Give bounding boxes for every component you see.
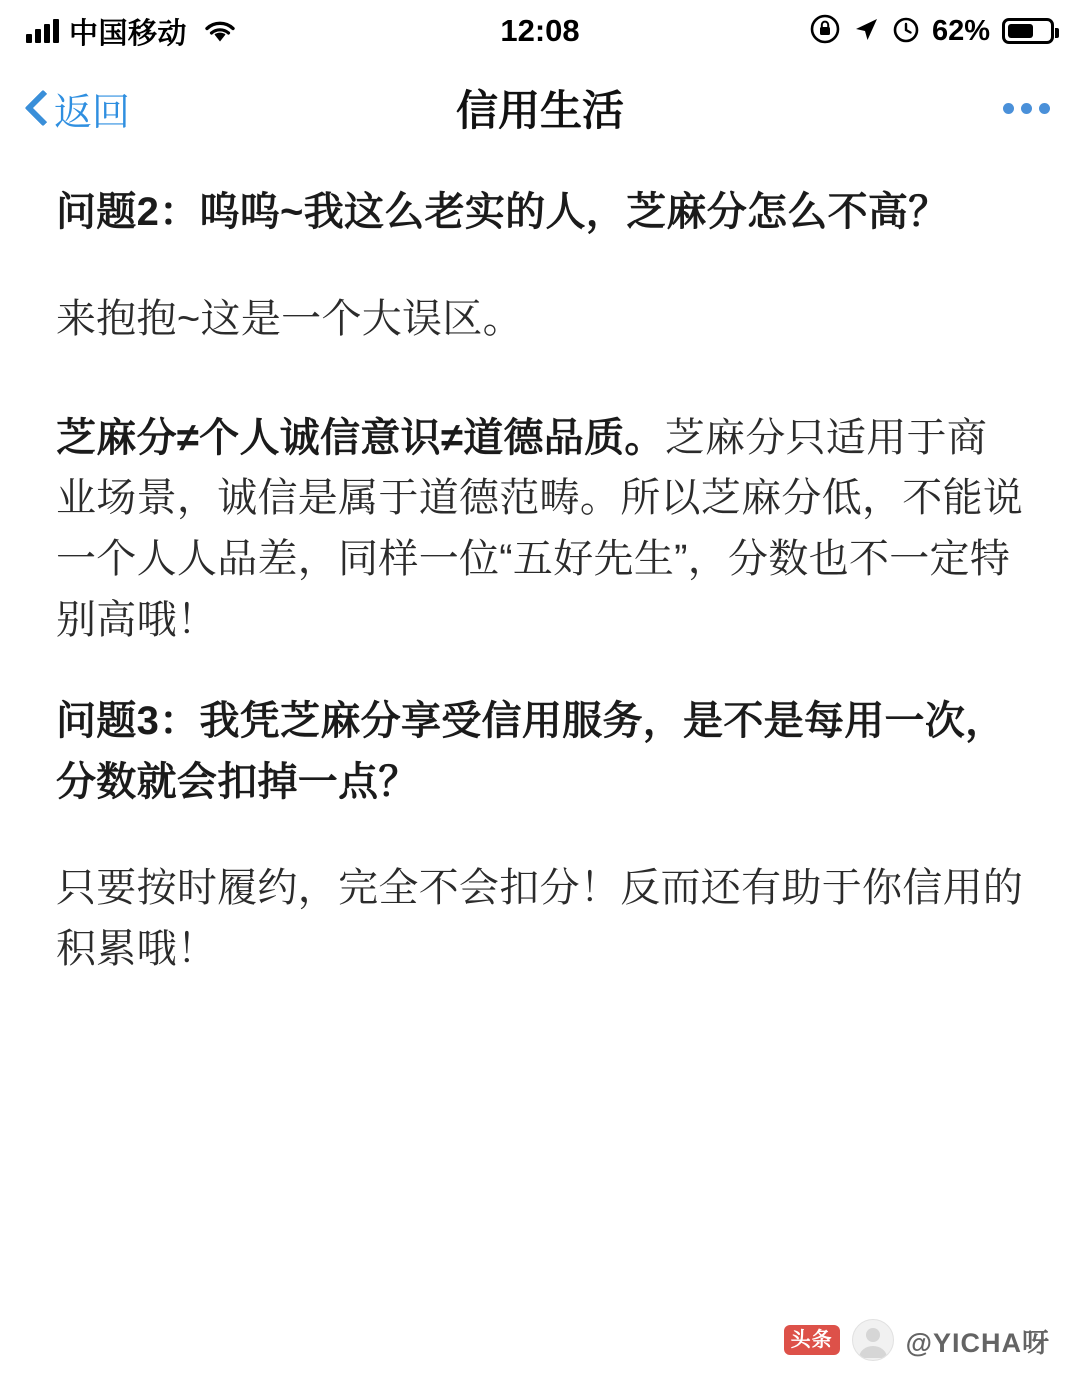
article-question-3: 问题3：我凭芝麻分享受信用服务，是不是每用一次，分数就会扣掉一点？ [56,698,1006,804]
article-answer-2-body [56,408,1024,651]
avatar [852,1319,894,1361]
rotation-lock-icon [810,14,840,49]
article-body [0,154,1080,980]
article-answer-3: 只要按时履约，完全不会扣分！反而还有助于你信用的积累哦！ [56,866,1024,972]
back-button-label: 返回 [54,91,131,134]
alarm-clock-icon [892,15,920,48]
battery-percent-label: 62% [931,14,990,47]
status-bar-clock: 12:08 [500,13,580,48]
status-bar [0,0,1080,62]
signal-bars-icon [26,19,59,43]
page-title: 信用生活 [455,87,624,134]
back-button[interactable] [26,81,130,136]
article-answer-2-intro: 来抱抱~这是一个大误区。 [56,296,523,341]
more-dot-icon [1039,103,1050,114]
article-question-2: 问题2：呜呜~我这么老实的人，芝麻分怎么不高？ [56,190,949,234]
battery-icon [1002,18,1054,44]
more-dot-icon [1021,103,1032,114]
toutiao-badge: 头条 [784,1325,840,1355]
watermark [784,1319,1050,1361]
carrier-label: 中国移动 [69,17,188,50]
article-answer-2-rest: 芝麻分只适用于商业场景，诚信是属于道德范畴。所以芝麻分低，不能说一个人人品差，同样一位“五好先生”，分数也不一定特别高哦！ [56,415,1024,642]
chevron-left-icon [26,91,46,125]
more-dot-icon [1003,103,1014,114]
location-arrow-icon [852,15,880,48]
article-answer-2-emphasis: 芝麻分≠个人诚信意识≠道德品质。 [56,415,665,460]
wifi-icon [203,18,237,44]
watermark-author-name: @YICHA呀 [905,1327,1050,1358]
status-bar-right [810,14,1054,49]
status-bar-left [26,11,237,52]
navigation-bar [0,62,1080,154]
more-options-button[interactable] [999,93,1054,124]
